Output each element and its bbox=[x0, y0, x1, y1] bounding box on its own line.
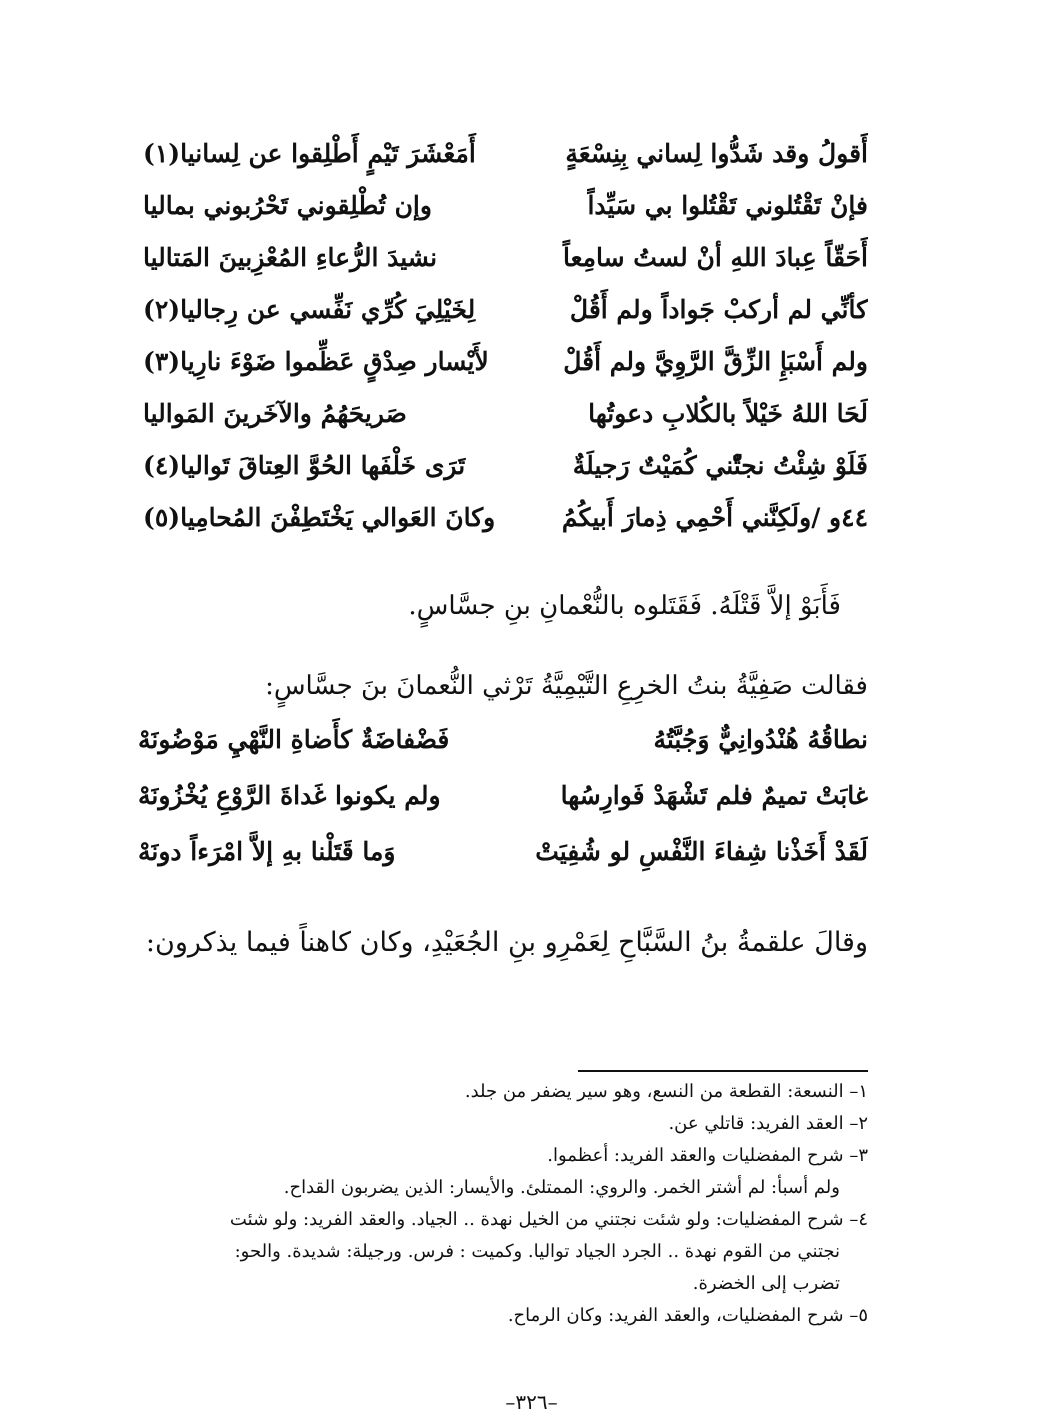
hemistich-left: صَريحَهُمُ والآخَرينَ المَواليا bbox=[143, 399, 407, 428]
hemistich-right: لَحَا اللهُ خَيْلاً بالكُلابِ دعوتُها bbox=[588, 399, 868, 428]
verse bbox=[143, 232, 868, 284]
footnotes bbox=[138, 1076, 868, 1332]
page-number: –٣٢٦– bbox=[505, 1390, 558, 1414]
footnote-line: ٥– شرح المفضليات، والعقد الفريد: وكان الرماح. bbox=[507, 1305, 868, 1326]
prose-paragraph: فَأَبَوْ إلاَّ قَتْلَهُ. فَقَتَلوه بالنُّعْمانِ بنِ جسَّاسٍ. bbox=[408, 591, 841, 621]
hemistich-right: نطاقُهُ هُنْدُوانِيٌّ وَجُبَّتُهُ bbox=[653, 725, 868, 754]
hemistich-left: فَضْفاضَةٌ كأَضاةِ النَّهْيِ مَوْضُونَهْ bbox=[138, 725, 450, 754]
poem-first bbox=[143, 128, 868, 544]
footnote-line: ٤– شرح المفضليات: ولو شئت نجتني من الخيل نهدة .. الجياد. والعقد الفريد: ولو شئت bbox=[229, 1209, 868, 1230]
hemistich-right: لَقَدْ أَخَذْنا شِفاءَ النَّفْسِ لو شُفِيَتْ bbox=[535, 837, 868, 866]
verse bbox=[138, 824, 868, 880]
footnote-line: ١– النسعة: القطعة من النسع، وهو سير يضفر من جلد. bbox=[464, 1081, 868, 1102]
footnote-line: نجتني من القوم نهدة .. الجرد الجياد تواليا. وكميت : فرس. ورجيلة: شديدة. والحو: bbox=[234, 1241, 840, 1262]
prose-paragraph: فقالت صَفِيَّةُ بنتُ الخرِعِ التَّيْمِيَّةُ تَرْثي النُّعمانَ بنَ جسَّاسٍ: bbox=[265, 671, 868, 701]
verse bbox=[138, 768, 868, 824]
hemistich-left: تَرَى خَلْفَها الحُوَّ العِتاقَ تَواليا(٤) bbox=[143, 451, 466, 480]
footnote-line: ٣– شرح المفضليات والعقد الفريد: أعظموا. bbox=[547, 1145, 868, 1166]
verse bbox=[143, 440, 868, 492]
footnote-line: ٢– العقد الفريد: قاتلي عن. bbox=[668, 1113, 868, 1134]
hemistich-left: وكانَ العَوالي يَخْتَطِفْنَ المُحامِيا(٥) bbox=[143, 503, 496, 532]
hemistich-right: ولم أَسْبَإِ الزِّقَّ الرَّوِيَّ ولم أَقُلْ bbox=[563, 347, 868, 376]
hemistich-left: وَما قَتَلْنا بهِ إلاَّ امْرَءاً دونَهْ bbox=[138, 837, 396, 866]
hemistich-right: أَقولُ وقد شَدُّوا لِساني بِنِسْعَةٍ bbox=[565, 139, 868, 168]
footnote-divider bbox=[578, 1070, 868, 1072]
verse bbox=[143, 492, 868, 544]
hemistich-left: لِخَيْلِيَ كُرِّي نَفِّسي عن رِجاليا(٢) bbox=[143, 295, 476, 324]
hemistich-right: ٤٤و /ولَكِنَّني أَحْمِي ذِمارَ أَبيكُمُ bbox=[561, 503, 868, 532]
verse bbox=[143, 284, 868, 336]
verse bbox=[143, 128, 868, 180]
verse bbox=[138, 712, 868, 768]
verse bbox=[143, 336, 868, 388]
footnote-line: ولم أسبأ: لم أشتر الخمر. والروي: الممتلئ. والأيسار: الذين يضربون القداح. bbox=[283, 1177, 840, 1198]
hemistich-right: فَلَوْ شِئْتُ نجتّْني كُمَيْتٌ رَجيلَةٌ bbox=[572, 451, 868, 480]
verse bbox=[143, 388, 868, 440]
hemistich-right: أَحَقّاً عِبادَ اللهِ أنْ لستُ سامِعاً bbox=[562, 243, 868, 272]
hemistich-left: نشيدَ الرُّعاءِ المُعْزِبينَ المَتاليا bbox=[143, 243, 438, 272]
hemistich-right: غابَتْ تميمٌ فلم تَشْهَدْ فَوارِسُها bbox=[560, 781, 868, 810]
hemistich-right: فإنْ تَقْتُلوني تَقْتُلوا بي سَيِّداً bbox=[587, 191, 868, 220]
hemistich-right: كأنِّي لم أركبْ جَواداً ولم أَقُلْ bbox=[569, 295, 868, 324]
hemistich-left: لأَيْسار صِدْقٍ عَظِّموا ضَوْءَ نارِيا(٣) bbox=[143, 347, 489, 376]
prose-paragraph: وقالَ علقمةُ بنُ السَّبَّاحِ لِعَمْرِو بنِ الجُعَيْدِ، وكان كاهناً فيما يذكرون: bbox=[145, 927, 868, 958]
hemistich-left: أَمَعْشَرَ تَيْمٍ أَطْلِقوا عن لِسانيا(١) bbox=[143, 139, 476, 168]
hemistich-left: وإن تُطْلِقوني تَحْرُبوني بماليا bbox=[143, 191, 432, 220]
footnote-line: تضرب إلى الخضرة. bbox=[692, 1273, 840, 1294]
poem-second bbox=[138, 712, 868, 880]
hemistich-left: ولم يكونوا غَداةَ الرَّوْعِ يُخْزُونَهْ bbox=[138, 781, 441, 810]
verse bbox=[143, 180, 868, 232]
